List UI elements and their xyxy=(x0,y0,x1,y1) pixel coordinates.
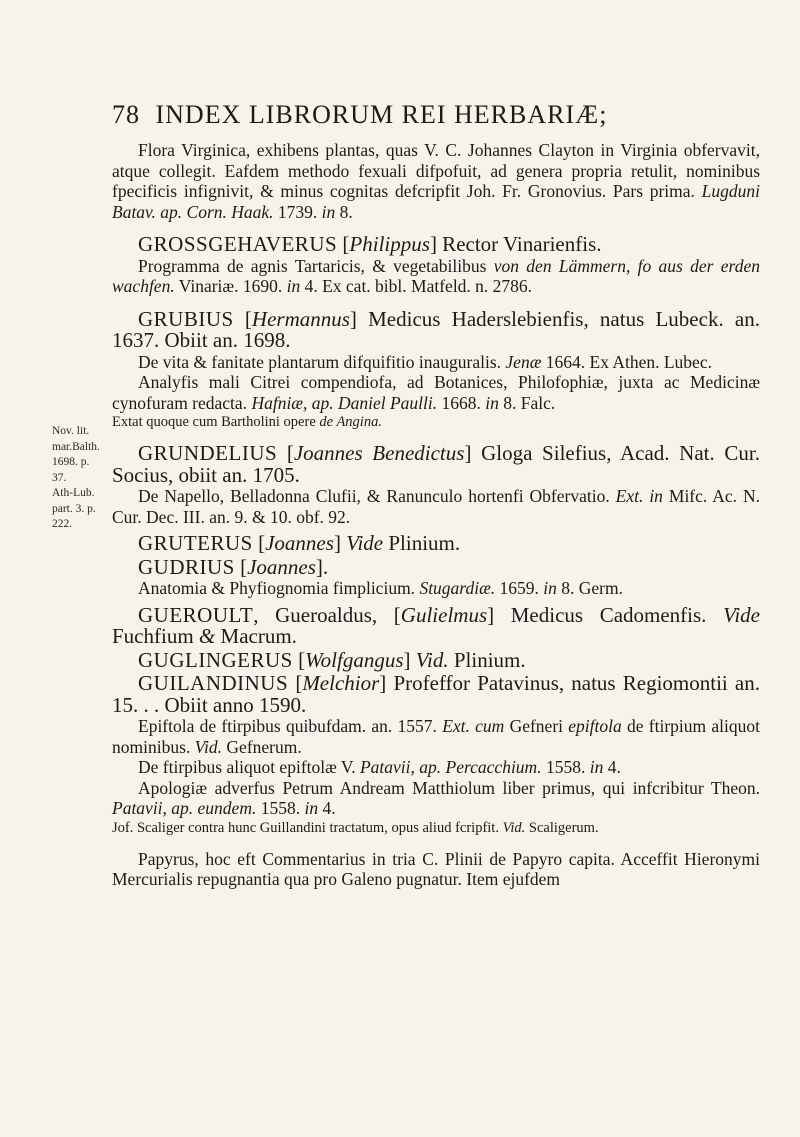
author-heading: GUEROULT, Gueroaldus, [Gulielmus] Medicus Cadomenfis. Vide Fuchfium & Macrum. xyxy=(112,602,760,648)
work-entry: De ftirpibus aliquot epiftolæ V. Patavii, ap. Percacchium. 1558. in 4. xyxy=(138,757,621,777)
author-heading: GUDRIUS [Joannes]. xyxy=(138,554,329,579)
work-entry: Anatomia & Phyfiognomia fimplicium. Stugardiæ. 1659. in 8. Germ. xyxy=(138,578,623,598)
entry-gruterus xyxy=(112,533,760,555)
margin-note-line: mar.Balth. xyxy=(52,440,100,453)
work-entry: Epiftola de ftirpibus quibufdam. an. 1557. Ext. cum Gefneri epiftola de ftirpium aliquot nominibus. Vid. Gefnerum. xyxy=(112,716,760,757)
work-entry: Apologiæ adverfus Petrum Andream Matthiolum liber primus, qui infcribitur Theon. Patavii, ap. eundem. 1558. in 4. xyxy=(112,777,760,818)
author-heading: GUILANDINUS [Melchior] Profeffor Patavinus, natus Regiomontii an. 15. . . Obiit anno 1590. xyxy=(112,671,760,717)
margin-note-line: 1698. p. xyxy=(52,456,90,468)
entry-guilandinus xyxy=(112,673,760,890)
page-header xyxy=(112,100,752,130)
author-heading: GRUTERUS [Joannes] Vide Plinium. xyxy=(138,531,461,555)
margin-note-line: part. 3. p. xyxy=(52,502,96,515)
entry-text: Flora Virginica, exhibens plantas, quas V. C. Johannes Clayton in Virginia obfervavit, atque collegit. Eafdem methodo fexuali difpofuit, ad genera propria retulit, nominibus fpecificis infignivit, & minus cognitas defcripfit Joh. Fr. Gronovius. Pars prima. Lugduni Batav. ap. Corn. Haak. 1739. in 8. xyxy=(112,140,760,222)
entry-grundelius xyxy=(112,443,760,527)
entry-guglingerus xyxy=(112,647,760,672)
work-entry: De vita & fanitate plantarum difquifitio inauguralis. Jenæ 1664. Ex Athen. Lubec. xyxy=(138,351,712,372)
index-body xyxy=(112,140,760,890)
entry-grubius xyxy=(112,306,760,432)
author-heading: GRUNDELIUS [Joannes Benedictus] Gloga Silefius, Acad. Nat. Cur. Socius, obiit an. 1705. xyxy=(112,441,761,487)
entry-flora-virginica xyxy=(112,140,760,222)
running-title: INDEX LIBRORUM REI HERBARIÆ; xyxy=(155,100,608,129)
work-entry: Programma de agnis Tartaricis, & vegetabilibus von den Lämmern, fo aus der erden wachfen. Vinariæ. 1690. in 4. Ex cat. bibl. Matfeld. n. 2786. xyxy=(112,255,760,296)
entry-gueroult xyxy=(112,602,760,648)
margin-note-line: Ath-Lub. xyxy=(52,487,95,499)
note-line: Jof. Scaliger contra hunc Guillandini tractatum, opus aliud fcripfit. Vid. Scaligerum. xyxy=(112,819,599,836)
author-heading: GRUBIUS [Hermannus] Medicus Haderslebienfis, natus Lubeck. an. 1637. Obiit an. 1698. xyxy=(112,306,760,352)
page-number: 78 xyxy=(112,100,140,129)
note-line: Extat quoque cum Bartholini opere de Angina. xyxy=(112,414,382,430)
entry-grossgehaverus xyxy=(112,234,760,297)
entry-gudrius xyxy=(112,554,760,599)
work-entry: Analyfis mali Citrei compendiofa, ad Botanices, Philofophiæ, juxta ac Medicinæ cynofuram redacta. Hafniæ, ap. Daniel Paulli. 1668. in 8. Falc. xyxy=(112,372,760,413)
author-heading: GUGLINGERUS [Wolfgangus] Vid. Plinium. xyxy=(138,647,526,672)
margin-note-line: 37. xyxy=(52,471,67,484)
work-entry: De Napello, Belladonna Clufii, & Ranunculo hortenfi Obfervatio. Ext. in Mifc. Ac. N. Cur. Dec. III. an. 9. & 10. obf. 92. xyxy=(112,486,760,527)
margin-note-line: Nov. lit. xyxy=(52,425,90,437)
margin-note xyxy=(52,424,112,533)
author-heading: GROSSGEHAVERUS [Philippus] Rector Vinarienfis. xyxy=(138,232,602,256)
work-entry: Papyrus, hoc eft Commentarius in tria C. Plinii de Papyro capita. Acceffit Hieronymi Mercurialis repugnantia qua pro Galeno pugnatur. Item ejufdem xyxy=(112,848,760,889)
margin-note-line: 222. xyxy=(52,518,73,530)
